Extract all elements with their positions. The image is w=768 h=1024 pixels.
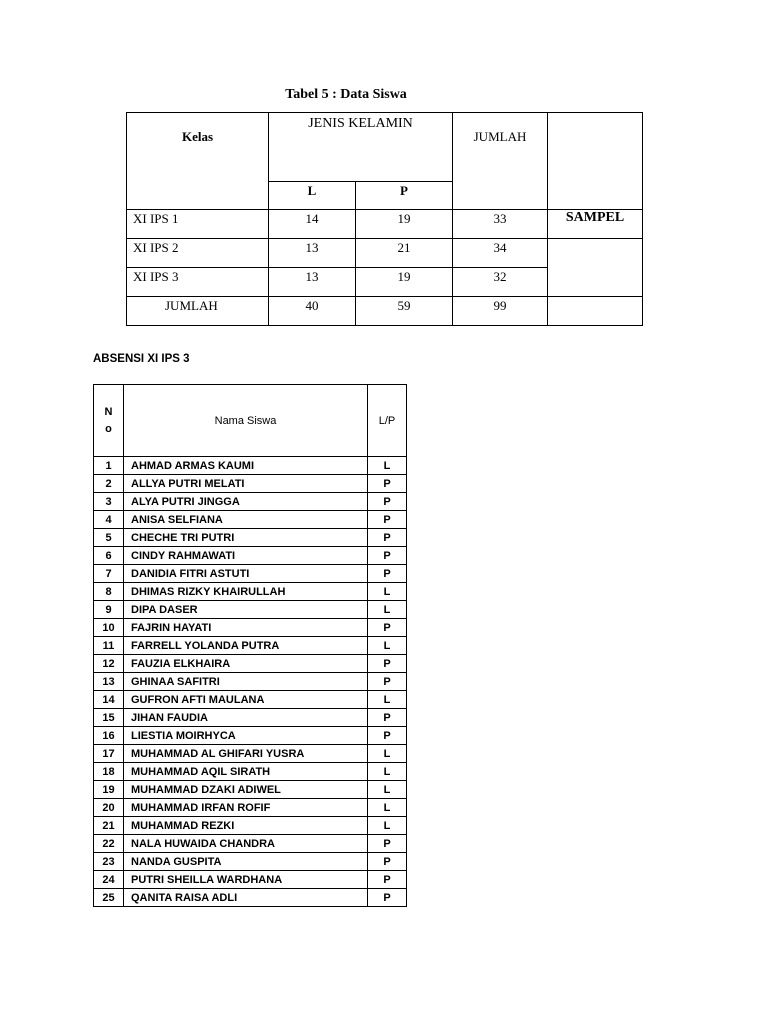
- row-number: 14: [94, 691, 124, 709]
- table-row: [127, 239, 643, 268]
- table-row: [94, 565, 407, 583]
- student-name: CINDY RAHMAWATI: [124, 547, 368, 565]
- row-number: 17: [94, 745, 124, 763]
- total-l: 40: [269, 297, 356, 326]
- gender-cell: L: [368, 457, 407, 475]
- student-name: GHINAA SAFITRI: [124, 673, 368, 691]
- gender-cell: P: [368, 655, 407, 673]
- student-name: FAJRIN HAYATI: [124, 619, 368, 637]
- row-number: 20: [94, 799, 124, 817]
- gender-cell: P: [368, 493, 407, 511]
- row-number: 24: [94, 871, 124, 889]
- student-name: MUHAMMAD REZKI: [124, 817, 368, 835]
- row-number: 21: [94, 817, 124, 835]
- row-number: 16: [94, 727, 124, 745]
- student-name: MUHAMMAD AQIL SIRATH: [124, 763, 368, 781]
- total-empty-cell: [548, 297, 643, 326]
- total-label: JUMLAH: [127, 297, 269, 326]
- row-number: 5: [94, 529, 124, 547]
- table-row: [94, 871, 407, 889]
- student-name: NANDA GUSPITA: [124, 853, 368, 871]
- student-name: ALLYA PUTRI MELATI: [124, 475, 368, 493]
- table-row: [94, 673, 407, 691]
- jumlah-cell: 34: [453, 239, 548, 268]
- gender-cell: P: [368, 565, 407, 583]
- student-name: NALA HUWAIDA CHANDRA: [124, 835, 368, 853]
- table-row: [94, 817, 407, 835]
- table-row: [94, 799, 407, 817]
- jumlah-cell: 32: [453, 268, 548, 297]
- table-row: [94, 691, 407, 709]
- student-name: ALYA PUTRI JINGGA: [124, 493, 368, 511]
- table-row: [94, 763, 407, 781]
- row-number: 9: [94, 601, 124, 619]
- row-number: 10: [94, 619, 124, 637]
- header-no-part1: N: [104, 405, 113, 418]
- gender-cell: P: [368, 511, 407, 529]
- kelas-cell: XI IPS 3: [127, 268, 269, 297]
- table-row: [94, 637, 407, 655]
- student-name: FAUZIA ELKHAIRA: [124, 655, 368, 673]
- gender-cell: P: [368, 889, 407, 907]
- gender-cell: L: [368, 601, 407, 619]
- table-row: [94, 511, 407, 529]
- student-name: MUHAMMAD IRFAN ROFIF: [124, 799, 368, 817]
- gender-cell: P: [368, 727, 407, 745]
- l-cell: 13: [269, 239, 356, 268]
- gender-cell: P: [368, 673, 407, 691]
- student-name: JIHAN FAUDIA: [124, 709, 368, 727]
- table-row: [94, 529, 407, 547]
- header-jenis-kelamin: JENIS KELAMIN: [269, 113, 453, 182]
- gender-cell: P: [368, 529, 407, 547]
- row-number: 8: [94, 583, 124, 601]
- sampel-label: SAMPEL: [548, 210, 643, 239]
- student-name: MUHAMMAD DZAKI ADIWEL: [124, 781, 368, 799]
- row-number: 1: [94, 457, 124, 475]
- table-row: [94, 853, 407, 871]
- row-number: 13: [94, 673, 124, 691]
- student-name: DIPA DASER: [124, 601, 368, 619]
- header-kelas: Kelas: [127, 113, 269, 210]
- header-jumlah: JUMLAH: [453, 113, 548, 210]
- row-number: 18: [94, 763, 124, 781]
- row-number: 25: [94, 889, 124, 907]
- student-name: GUFRON AFTI MAULANA: [124, 691, 368, 709]
- kelas-cell: XI IPS 1: [127, 210, 269, 239]
- gender-cell: L: [368, 799, 407, 817]
- gender-cell: P: [368, 709, 407, 727]
- header-lp: L/P: [368, 385, 407, 457]
- table-row: [127, 210, 643, 239]
- p-cell: 19: [356, 268, 453, 297]
- table-row: [94, 781, 407, 799]
- table-row: [94, 457, 407, 475]
- row-number: 19: [94, 781, 124, 799]
- absensi-body: [94, 457, 407, 907]
- gender-cell: L: [368, 583, 407, 601]
- table-row: [94, 619, 407, 637]
- jumlah-cell: 33: [453, 210, 548, 239]
- gender-cell: L: [368, 637, 407, 655]
- gender-cell: L: [368, 745, 407, 763]
- l-cell: 13: [269, 268, 356, 297]
- row-number: 4: [94, 511, 124, 529]
- absensi-title: ABSENSI XI IPS 3: [93, 353, 190, 365]
- table-row: [94, 889, 407, 907]
- gender-cell: P: [368, 853, 407, 871]
- student-name: FARRELL YOLANDA PUTRA: [124, 637, 368, 655]
- table5-title: Tabel 5 : Data Siswa: [285, 87, 407, 102]
- table-row: [94, 583, 407, 601]
- table-row: [94, 709, 407, 727]
- header-no-part2: o: [105, 422, 112, 435]
- gender-cell: P: [368, 619, 407, 637]
- gender-cell: P: [368, 547, 407, 565]
- header-nama-siswa: Nama Siswa: [124, 385, 368, 457]
- gender-cell: P: [368, 835, 407, 853]
- row-number: 2: [94, 475, 124, 493]
- row-number: 15: [94, 709, 124, 727]
- student-name: CHECHE TRI PUTRI: [124, 529, 368, 547]
- row-number: 23: [94, 853, 124, 871]
- data-siswa-table: [126, 112, 643, 326]
- row-number: 11: [94, 637, 124, 655]
- student-name: DANIDIA FITRI ASTUTI: [124, 565, 368, 583]
- total-jumlah: 99: [453, 297, 548, 326]
- gender-cell: L: [368, 817, 407, 835]
- student-name: ANISA SELFIANA: [124, 511, 368, 529]
- gender-cell: L: [368, 763, 407, 781]
- student-name: QANITA RAISA ADLI: [124, 889, 368, 907]
- row-number: 7: [94, 565, 124, 583]
- student-name: DHIMAS RIZKY KHAIRULLAH: [124, 583, 368, 601]
- p-cell: 21: [356, 239, 453, 268]
- student-name: AHMAD ARMAS KAUMI: [124, 457, 368, 475]
- gender-cell: L: [368, 691, 407, 709]
- row-number: 3: [94, 493, 124, 511]
- table-row: [94, 547, 407, 565]
- row-number: 12: [94, 655, 124, 673]
- header-p: P: [356, 182, 453, 210]
- total-row: [127, 297, 643, 326]
- gender-cell: L: [368, 781, 407, 799]
- table-row: [94, 835, 407, 853]
- header-l: L: [269, 182, 356, 210]
- student-name: LIESTIA MOIRHYCA: [124, 727, 368, 745]
- row-number: 22: [94, 835, 124, 853]
- absensi-table: [93, 384, 407, 907]
- gender-cell: P: [368, 475, 407, 493]
- table-row: [94, 745, 407, 763]
- student-name: PUTRI SHEILLA WARDHANA: [124, 871, 368, 889]
- student-name: MUHAMMAD AL GHIFARI YUSRA: [124, 745, 368, 763]
- gender-cell: P: [368, 871, 407, 889]
- sampel-empty-cell: [548, 239, 643, 297]
- kelas-cell: XI IPS 2: [127, 239, 269, 268]
- header-empty-cell: [548, 113, 643, 210]
- p-cell: 19: [356, 210, 453, 239]
- table-row: [94, 655, 407, 673]
- table-row: [94, 727, 407, 745]
- table-row: [94, 475, 407, 493]
- total-p: 59: [356, 297, 453, 326]
- row-number: 6: [94, 547, 124, 565]
- table-row: [94, 493, 407, 511]
- table-row: [94, 601, 407, 619]
- header-no: [94, 385, 124, 457]
- l-cell: 14: [269, 210, 356, 239]
